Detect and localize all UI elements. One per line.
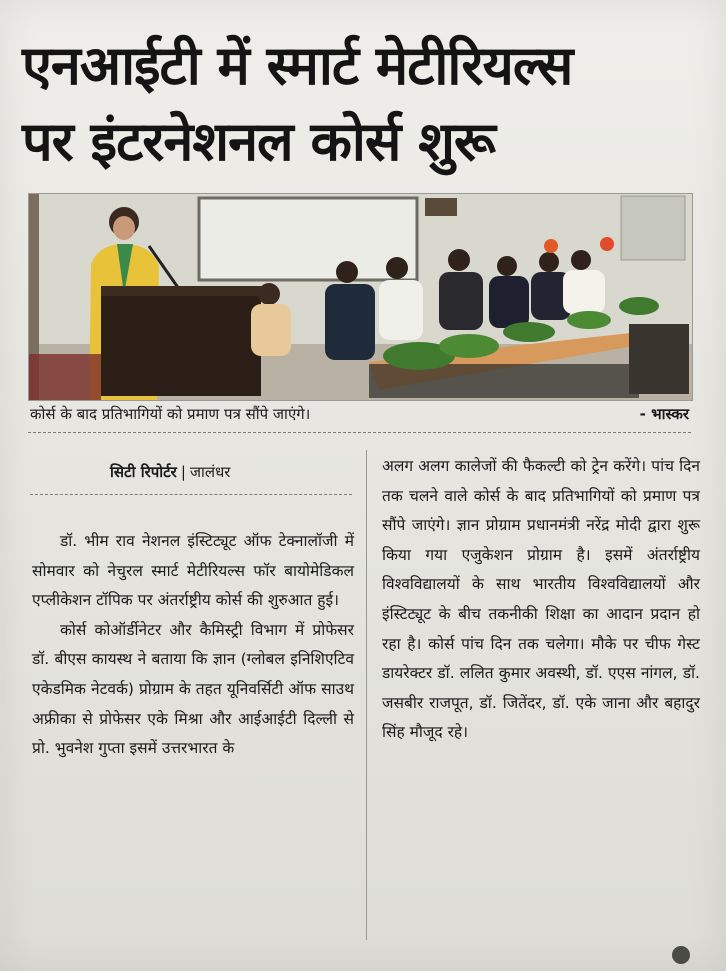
photo-caption-bar xyxy=(28,402,691,426)
podium-top xyxy=(101,286,261,296)
headline-line-1: एनआईटी में स्मार्ट मेटीरियल्स xyxy=(22,34,573,97)
page-hole-mark xyxy=(672,946,690,964)
byline-reporter: सिटी रिपोर्टर xyxy=(110,463,177,481)
article-paragraph-1: डॉ. भीम राव नेशनल इंस्टिट्यूट ऑफ टेक्नालॉजी में सोमवार को नेचुरल स्मार्ट मेटीरियल्स फॉर बायोमेडिकल एप्लीकेशन टॉपिक पर अंतर्राष्ट्रीय कोर्स की शुरुआत हुई। xyxy=(32,532,354,610)
wall-frame xyxy=(425,198,457,216)
headline xyxy=(22,28,702,180)
event-photo xyxy=(28,193,693,401)
byline xyxy=(110,462,230,482)
byline-city: जालंधर xyxy=(189,463,231,481)
byline-divider xyxy=(30,494,352,495)
column-rule xyxy=(366,450,367,940)
podium xyxy=(101,286,261,396)
article-column-left xyxy=(32,527,354,764)
headline-line-2: पर इंटरनेशनल कोर्स शुरू xyxy=(22,110,495,173)
photo-caption: कोर्स के बाद प्रतिभागियों को प्रमाण पत्र सौंपे जाएंगे। xyxy=(30,405,311,423)
chair-left xyxy=(29,354,101,400)
photo-credit: - भास्कर xyxy=(639,405,689,423)
caption-divider xyxy=(28,432,691,433)
event-photo-illustration xyxy=(29,194,692,400)
article-paragraph-3: अलग अलग कालेजों की फैकल्टी को ट्रेन करेंगे। पांच दिन तक चलने वाले कोर्स के बाद प्रतिभागियों को प्रमाण पत्र सौंपे जाएंगे। ज्ञान प्रोग्राम प्रधानमंत्री नरेंद्र मोदी द्वारा शुरू किया गया एजुकेशन प्रोग्राम है। इसमें अंतर्राष्ट्रीय विश्वविद्यालयों के साथ भारतीय विश्वविद्यालयों और इंस्टिट्यूट के बीच तकनीकी शिक्षा का आदान प्रदान हो रहा है। कोर्स पांच दिन तक चलेगा। मौके पर चीफ गेस्ट डायरेक्टर डॉ. ललित कुमार अवस्थी, डॉ. एएस नांगल, डॉ. जसबीर राजपूत, डॉ. जितेंदर, डॉ. एके जाना और बहादुर सिंह मौजूद रहे। xyxy=(382,457,700,742)
article-column-right xyxy=(382,452,700,748)
projector-screen xyxy=(199,198,417,280)
chair-right xyxy=(629,324,689,394)
article-paragraph-2: कोर्स कोऑर्डीनेटर और कैमिस्ट्री विभाग में प्रोफेसर डॉ. बीएस कायस्थ ने बताया कि ज्ञान (ग्लोबल इनिशिएटिव एकेडमिक नेटवर्क) प्रोग्राम के तहत यूनिवर्सिटी ऑफ साउथ अफ्रीका से प्रोफेसर एके मिश्रा और आईआईटी दिल्ली से प्रो. भुवनेश गुप्ता इसमें उत्तरभारत के xyxy=(32,620,354,758)
speaker-face xyxy=(113,216,135,240)
window xyxy=(621,196,685,260)
byline-separator: | xyxy=(180,463,186,481)
